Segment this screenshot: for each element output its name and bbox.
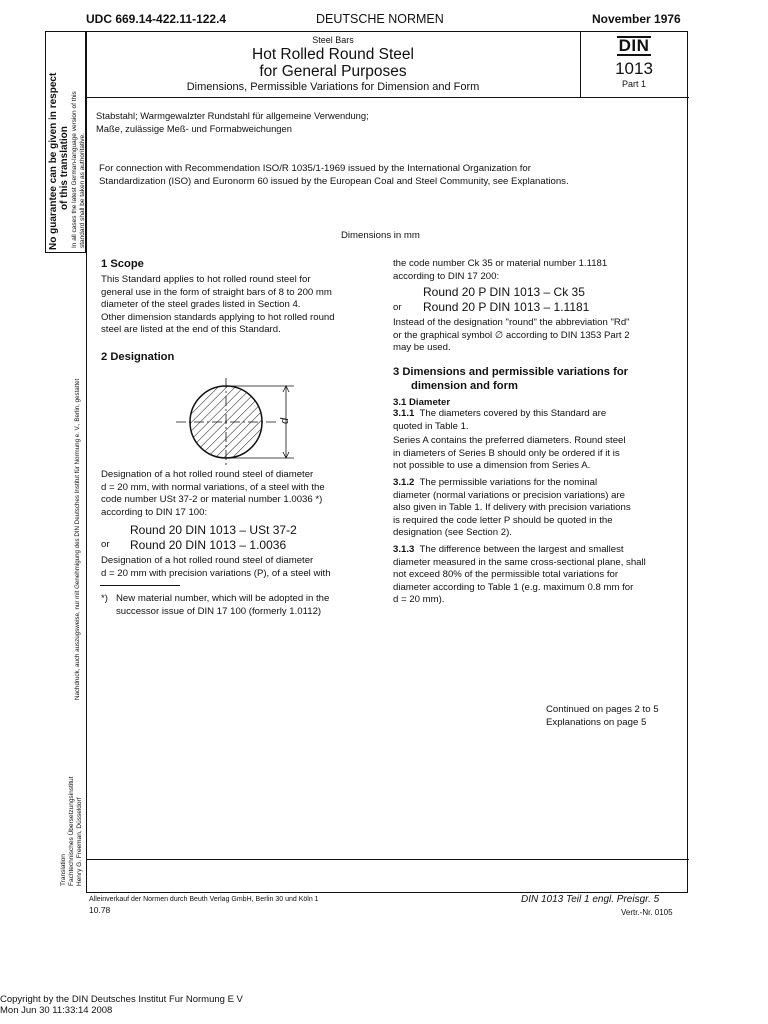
title-box-divider: [86, 97, 689, 98]
page-subtitle: Dimensions, Permissible Variations for Dimension and Form: [186, 81, 480, 93]
section-2-heading: 2 Designation: [101, 350, 175, 363]
title-block: [86, 35, 580, 94]
explanations-page: Explanations on page 5: [546, 716, 647, 728]
reprint-notice: Nachdruck, auch auszugsweise, nur mit Genehmigung des DIN Deutsches Institut für Normung e. V., Berlin, gestattet: [74, 378, 81, 700]
issue-date: November 1976: [592, 12, 681, 26]
copyright-notice: [0, 994, 243, 1016]
text-line: Instead of the designation "round" the abbreviation "Rd": [393, 317, 630, 329]
series-paragraph: [393, 435, 683, 473]
footnote-rule: [100, 585, 180, 586]
text-line: This Standard applies to hot rolled round steel for: [101, 274, 311, 285]
text-line: The permissible variations for the nominal: [419, 476, 598, 488]
text-line: also given in Table 1. If delivery with precision variations: [393, 502, 631, 514]
guarantee-line: No guarantee can be given in respect: [48, 72, 59, 250]
footnote-line: successor issue of DIN 17 100 (formerly 1.0112): [116, 605, 322, 617]
precision-code-2-row: [393, 300, 683, 315]
precision-code-2: Round 20 P DIN 1013 – 1.1181: [423, 300, 590, 315]
designation-block: [101, 469, 377, 581]
translation-line: Henry G. Freeman, Düsseldorf: [75, 797, 83, 886]
intro-line: For connection with Recommendation ISO/R 1035/1-1969 issued by the International Organization for: [99, 163, 531, 174]
dimensions-note: Dimensions in mm: [341, 230, 420, 241]
or-label: or: [393, 302, 402, 314]
text-line: code number USt 37-2 or material number 1.0036 *): [101, 494, 323, 506]
section-3-heading: [393, 365, 683, 393]
copyright-timestamp: Mon Jun 30 11:33:14 2008: [0, 1005, 113, 1016]
text-line: diameter of the steel grades listed in Section 4.: [101, 299, 301, 311]
section-3-heading-line: dimension and form: [411, 379, 518, 392]
guarantee-notice: [48, 73, 70, 250]
text-line: The diameters covered by this Standard are: [419, 407, 607, 419]
text-line: diameter measured in the same cross-sectional plane, shall: [393, 556, 646, 568]
footer-code: 10.78: [89, 905, 111, 915]
udc-code: UDC 669.14-422.11-122.4: [86, 12, 227, 26]
din-logo: DIN: [618, 36, 650, 55]
footer-divider: [86, 859, 689, 860]
footer-reference: DIN 1013 Teil 1 engl. Preisgr. 5: [521, 894, 660, 905]
sales-note: Alleinverkauf der Normen durch Beuth Verlag GmbH, Berlin 30 und Köln 1: [89, 896, 319, 903]
title-kicker: Steel Bars: [312, 35, 354, 45]
clause-number: 3.1.3: [393, 543, 415, 555]
clause-number: 3.1.1: [393, 407, 415, 419]
designation-code-2: Round 20 DIN 1013 – 1.0036: [130, 538, 287, 553]
designation-code-1: Round 20 DIN 1013 – USt 37-2: [130, 523, 297, 538]
text-line: steel are listed at the end of this Standard.: [101, 324, 281, 336]
text-line: not exceed 80% of the permissible total variations for: [393, 569, 619, 581]
precision-code-1: Round 20 P DIN 1013 – Ck 35: [423, 285, 585, 300]
translation-line: Translation: [60, 854, 67, 886]
text-line: Other dimension standards applying to hot rolled round: [101, 311, 335, 323]
translation-credit: [60, 777, 83, 886]
scope-paragraph-1: [101, 274, 377, 312]
text-line: Series A contains the preferred diameters. Round steel: [393, 435, 626, 447]
text-line: according to DIN 17 200:: [393, 270, 500, 282]
section-1-heading: 1 Scope: [101, 258, 144, 270]
text-line: in diameters of Series B should only be ordered if it is: [393, 447, 620, 459]
text-line: The difference between the largest and smallest: [419, 543, 624, 555]
intro-paragraph: [99, 163, 569, 188]
german-title-line: Stabstahl; Warmgewalzter Rundstahl für allgemeine Verwendung;: [96, 110, 369, 121]
clause-3-1-1: [393, 408, 683, 433]
abbreviation-paragraph: [393, 317, 683, 355]
text-line: diameter according to Table 1 (e.g. maximum 0.8 mm for: [393, 581, 634, 593]
page-title-line2: for General Purposes: [259, 63, 407, 80]
text-line: according to DIN 17 100:: [101, 506, 208, 518]
footnote-line: New material number, which will be adopted in the: [116, 593, 330, 604]
text-line: may be used.: [393, 342, 451, 354]
clause-3-1-3: [393, 544, 683, 607]
text-line: designation (see Section 2).: [393, 527, 512, 539]
guarantee-line: of this translation: [59, 126, 70, 210]
footnote: [101, 593, 377, 618]
text-line: d = 20 mm, with normal variations, of a steel with the: [101, 481, 325, 493]
text-line: quoted in Table 1.: [393, 420, 469, 432]
text-line: is required the code letter P should be quoted in the: [393, 514, 613, 526]
guarantee-small-print: [71, 91, 86, 248]
continued-paragraph: [393, 258, 683, 283]
text-line: not possible to use a dimension from Series A.: [393, 460, 591, 472]
german-title: [96, 110, 369, 135]
clause-3-1-2: [393, 477, 683, 540]
text-line: d = 20 mm).: [393, 594, 445, 606]
diameter-symbol: d: [279, 417, 291, 424]
text-line: or the graphical symbol ∅ according to DIN 1353 Part 2: [393, 329, 630, 341]
text-line: d = 20 mm with precision variations (P), of a steel with: [101, 567, 331, 579]
text-line: the code number Ck 35 or material number 1.1181: [393, 258, 608, 269]
footer-vertr: Vertr.-Nr. 0105: [621, 908, 673, 917]
continued-on-pages: Continued on pages 2 to 5: [546, 704, 659, 715]
designation-paragraph-1: [101, 469, 377, 519]
page-title: Hot Rolled Round Steel: [252, 46, 414, 63]
scope-paragraph-2: [101, 312, 377, 337]
din-number-block: [582, 36, 686, 89]
copyright-line: Copyright by the DIN Deutsches Institut Fur Normung E V: [0, 994, 243, 1005]
left-column: [101, 258, 377, 363]
designation-code-2-row: [101, 538, 377, 553]
guarantee-small-line: In all cases the latest German-language version of this: [71, 91, 78, 248]
clause-number: 3.1.2: [393, 476, 415, 488]
text-line: Designation of a hot rolled round steel of diameter: [101, 469, 314, 480]
designation-paragraph-2: [101, 555, 377, 580]
continuation-note: [546, 704, 659, 729]
guarantee-small-line: standard shall be taken as authoritative.: [78, 133, 86, 248]
right-column: [393, 258, 683, 607]
text-line: general use in the form of straight bars of 8 to 200 mm: [101, 286, 332, 298]
section-3-heading-line: 3 Dimensions and permissible variations for: [393, 365, 629, 378]
text-line: Designation of a hot rolled round steel of diameter: [101, 555, 314, 567]
standard-part: Part 1: [621, 79, 646, 89]
section-3-1-heading: 3.1 Diameter: [393, 396, 451, 408]
din-box-separator: [580, 31, 581, 98]
translation-line: Fachtechnisches Übersetzungsinstitut: [67, 776, 75, 886]
or-label: or: [101, 539, 110, 551]
german-title-line: Maße, zulässige Meß- und Formabweichungen: [96, 122, 292, 134]
text-line: diameter (normal variations or precision variations) are: [393, 489, 625, 501]
intro-line: Standardization (ISO) and Euronorm 60 issued by the European Coal and Steel Community, see Explanations.: [99, 175, 569, 187]
standard-number: 1013: [615, 59, 653, 78]
series-label: DEUTSCHE NORMEN: [316, 12, 444, 26]
footnote-marker: *): [101, 593, 108, 604]
